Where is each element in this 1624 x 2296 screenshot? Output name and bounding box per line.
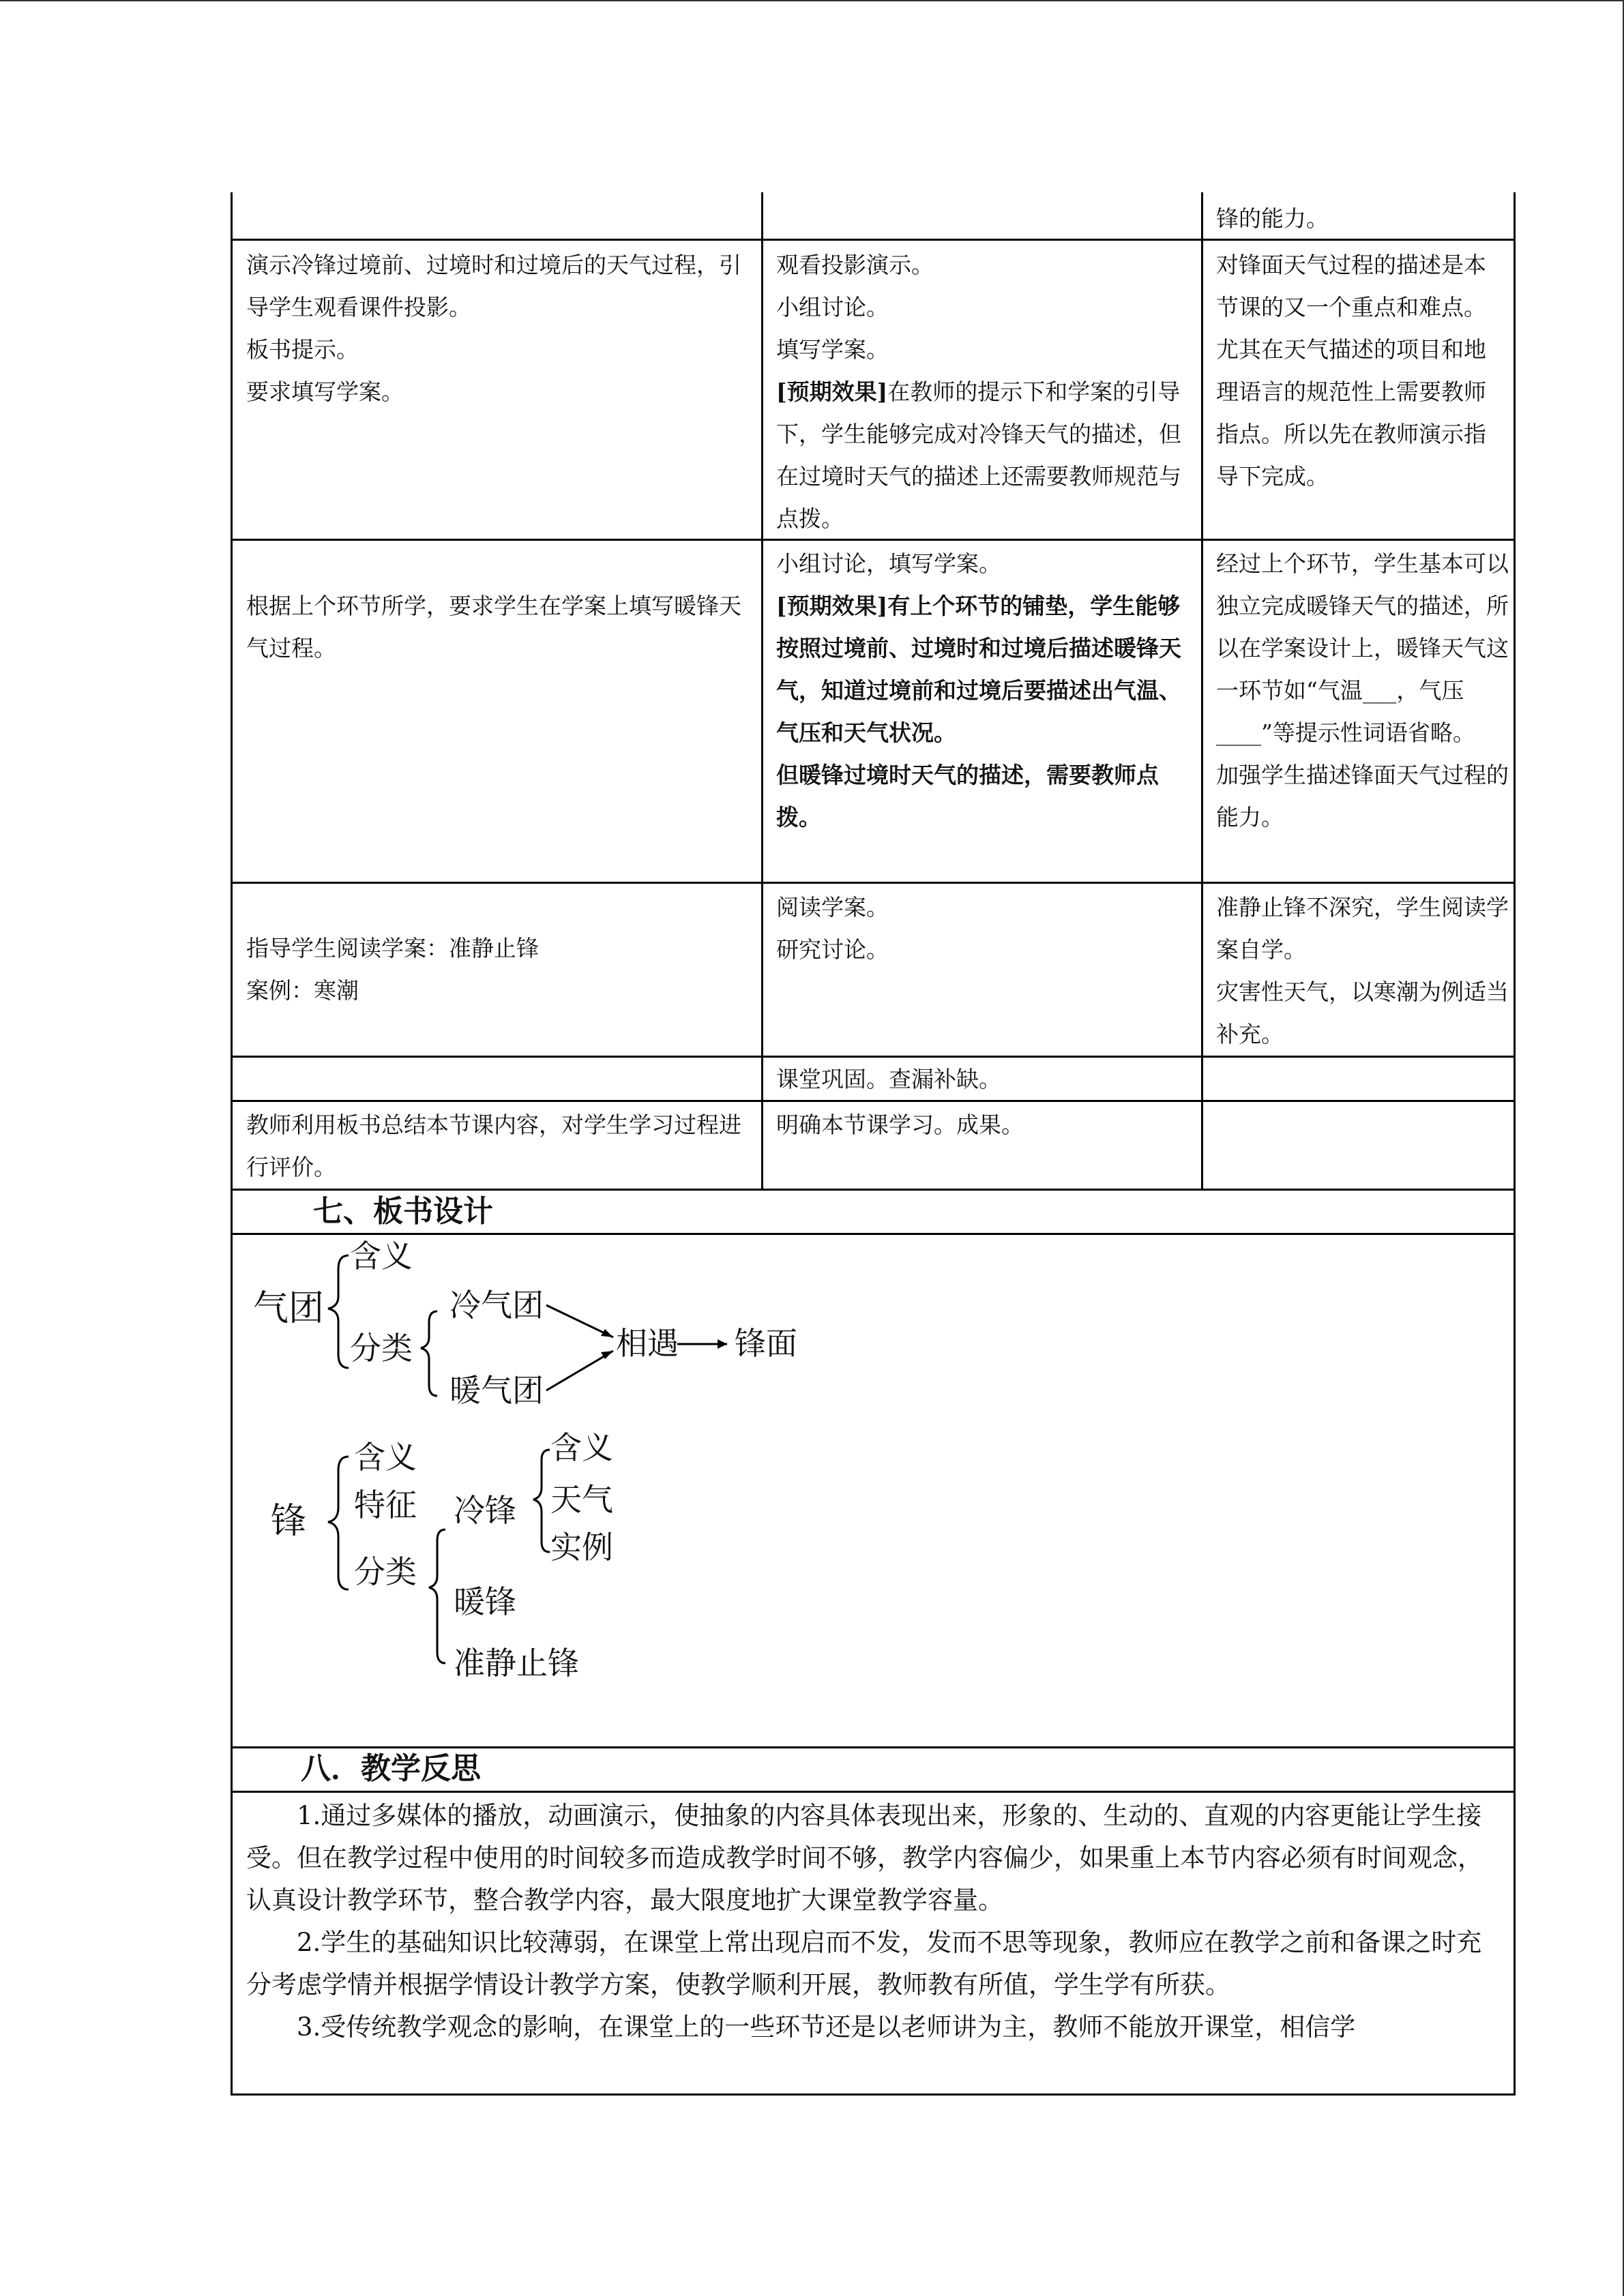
expected-effect-label: [预期效果] (776, 593, 888, 619)
arrowhead (718, 1339, 727, 1349)
teacher-cell: 演示冷锋过境前、过境时和过境后的天气过程，引导学生观看课件投影。 板书提示。 要求填写学案。 (246, 252, 741, 405)
front-meaning-label: 含义 (354, 1439, 417, 1476)
teacher-cell: 教师利用板书总结本节课内容，对学生学习过程进行评价。 (246, 1112, 741, 1180)
airmass-meaning-label: 含义 (350, 1238, 413, 1274)
cold-front-label: 冷锋 (454, 1492, 516, 1529)
stationary-front-label: 准静止锋 (454, 1645, 579, 1682)
cold-airmass-label: 冷气团 (449, 1287, 544, 1324)
row-divider (233, 1056, 1514, 1058)
column-divider (761, 192, 763, 1190)
row-divider (233, 882, 1514, 884)
cold-front-meaning-label: 含义 (550, 1429, 613, 1466)
lesson-plan-table (231, 192, 1516, 2096)
intent-cell: 对锋面天气过程的描述是本节课的又一个重点和难点。尤其在天气描述的项目和地理语言的规范性上需要教师指点。所以先在教师演示指导下完成。 (1216, 252, 1486, 490)
front-surface-label: 锋面 (735, 1325, 797, 1362)
teacher-cell: 根据上个环节所学，要求学生在学案上填写暖锋天气过程。 (246, 593, 741, 661)
airmass-brace (328, 1255, 349, 1368)
front-class-label: 分类 (354, 1553, 417, 1590)
airmass-label: 气团 (253, 1288, 325, 1329)
warm-front-label: 暖锋 (454, 1583, 516, 1620)
cold-front-example-label: 实例 (550, 1529, 613, 1566)
expected-effect-label: [预期效果] (776, 378, 888, 405)
front-label: 锋 (271, 1501, 307, 1542)
board-diagram-lines (233, 1235, 1514, 1746)
reflection-paragraph-1: 1.通过多媒体的播放，动画演示，使抽象的内容具体表现出来，形象的、生动的、直观的内容更能让学生接受。但在教学过程中使用的时间较多而造成教学时间不够，教学内容偏少，如果重上本节内容必须有时间观念，认真设计教学环节，整合教学内容，最大限度地扩大课堂教学容量。 (246, 1801, 1483, 1915)
row-divider (233, 1189, 1514, 1191)
reflection-paragraph-3: 3.受传统教学观念的影响，在课堂上的一些环节还是以老师讲为主，教师不能放开课堂，相信学 (297, 2012, 1356, 2042)
column-divider (1201, 192, 1203, 1190)
reflection-paragraph-2: 2.学生的基础知识比较薄弱，在课堂上常出现启而不发，发而不思等现象，教师应在教学之前和备课之时充分考虑学情并根据学情设计教学方案，使教学顺利开展，教师教有所值，学生学有所获。 (246, 1928, 1482, 1999)
intent-cell: 锋的能力。 (1216, 205, 1329, 232)
meet-label: 相遇 (616, 1325, 679, 1362)
student-cell: 阅读学案。 研究讨论。 (776, 894, 889, 963)
student-cell: 明确本节课学习。成果。 (776, 1112, 1024, 1138)
intent-cell: 经过上个环节，学生基本可以独立完成暖锋天气的描述，所以在学案设计上，暖锋天气这一环节如“气温___，气压____”等提示性词语省略。 加强学生描述锋面天气过程的能力。 (1216, 550, 1509, 831)
teacher-cell: 指导学生阅读学案：准静止锋 案例：寒潮 (246, 935, 539, 1004)
arrowhead (601, 1329, 613, 1337)
row-divider (233, 1791, 1514, 1793)
board-design-title: 七、板书设计 (313, 1194, 493, 1229)
warm-airmass-label: 暖气团 (449, 1372, 544, 1409)
airmass-class-brace (421, 1311, 437, 1396)
reflection-body (246, 1795, 1503, 2048)
front-brace (328, 1457, 349, 1590)
student-cell: 观看投影演示。 小组讨论。 填写学案。 [预期效果]在教师的提示下和学案的引导下，学生能够完成对冷锋天气的描述，但在过境时天气的描述上还需要教师规范与点拨。 (776, 252, 1181, 532)
student-cell: 课堂巩固。查漏补缺。 (776, 1066, 1001, 1092)
front-class-brace (429, 1530, 445, 1663)
page-top-border (0, 0, 1624, 1)
board-diagram (233, 1235, 1514, 1746)
cold-front-weather-label: 天气 (550, 1481, 613, 1518)
student-cell: 小组讨论，填写学案。 [预期效果]有上个环节的铺垫，学生能够按照过境前、过境时和过境后描述暖锋天气，知道过境前和过境后要描述出气温、气压和天气状况。 但暖锋过境时天气的描述，需要教师点拨。 (776, 550, 1181, 831)
front-feature-label: 特征 (354, 1487, 417, 1523)
warm-airmass-arrow (546, 1351, 613, 1390)
intent-cell: 准静止锋不深究，学生阅读学案自学。 灾害性天气，以寒潮为例适当补充。 (1216, 894, 1509, 1047)
airmass-class-label: 分类 (350, 1330, 413, 1367)
reflection-title: 八．教学反思 (301, 1751, 481, 1786)
cold-front-brace (533, 1450, 550, 1552)
